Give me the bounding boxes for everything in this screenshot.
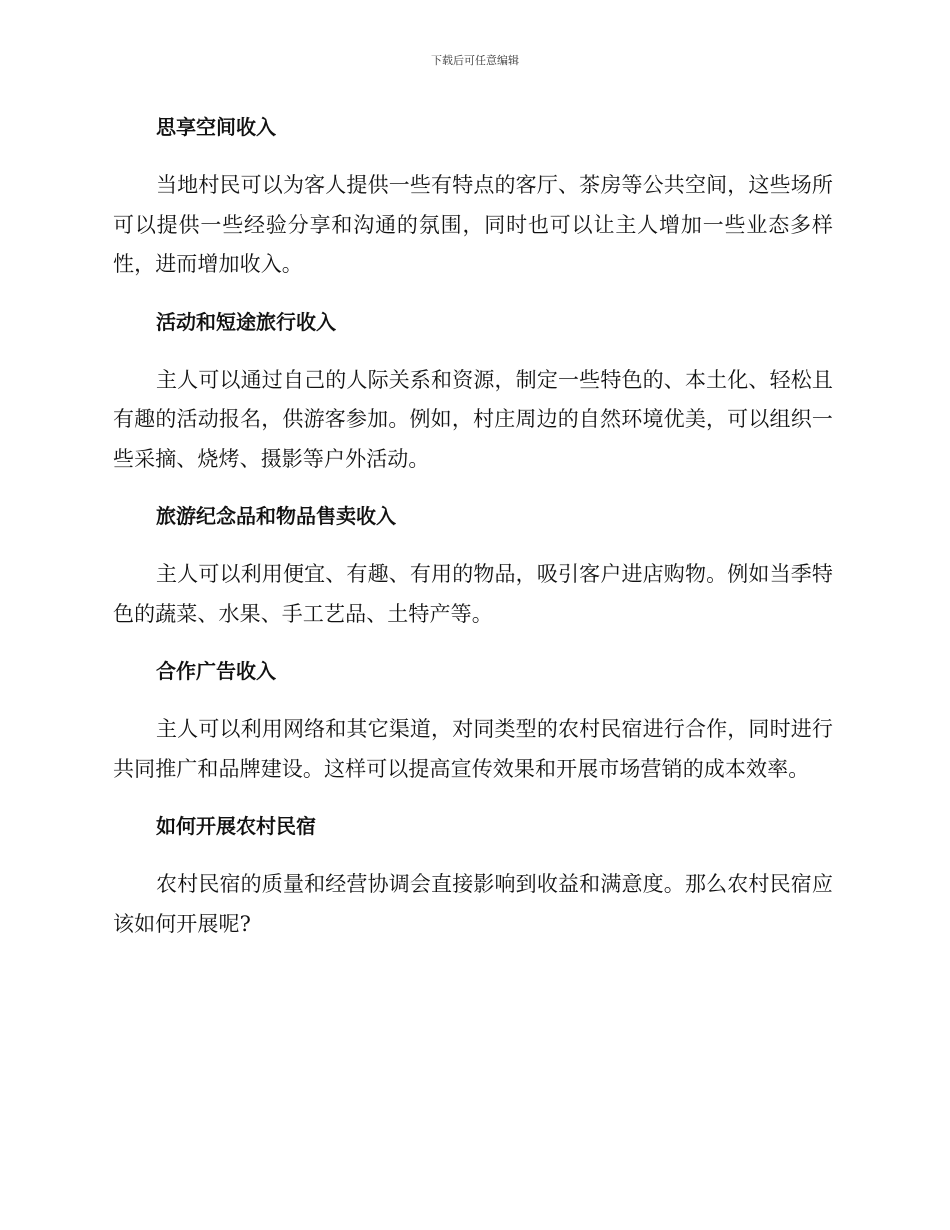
section-how-to-run xyxy=(113,809,833,944)
section-paragraph: 当地村民可以为客人提供一些有特点的客厅、茶房等公共空间，这些场所可以提供一些经验分享和沟通的氛围，同时也可以让主人增加一些业态多样性，进而增加收入。 xyxy=(113,173,833,276)
section-heading: 合作广告收入 xyxy=(156,659,276,683)
section-heading: 如何开展农村民宿 xyxy=(156,814,316,838)
section-souvenir-income xyxy=(113,499,833,634)
section-guest-space-income xyxy=(113,110,833,285)
section-activity-income xyxy=(113,305,833,480)
section-heading: 旅游纪念品和物品售卖收入 xyxy=(156,504,396,528)
section-cooperation-ad-income xyxy=(113,654,833,789)
section-paragraph: 农村民宿的质量和经营协调会直接影响到收益和满意度。那么农村民宿应该如何开展呢? xyxy=(113,872,833,936)
section-paragraph: 主人可以通过自己的人际关系和资源，制定一些特色的、本土化、轻松且有趣的活动报名，供游客参加。例如，村庄周边的自然环境优美，可以组织一些采摘、烧烤、摄影等户外活动。 xyxy=(113,367,833,471)
section-paragraph: 主人可以利用便宜、有趣、有用的物品，吸引客户进店购物。例如当季特色的蔬菜、水果、手工艺品、土特产等。 xyxy=(113,562,833,626)
section-heading: 思享空间收入 xyxy=(156,115,276,139)
section-heading: 活动和短途旅行收入 xyxy=(156,309,336,334)
page-header-note: 下载后可任意编辑 xyxy=(431,54,519,67)
document-body xyxy=(113,110,833,964)
section-paragraph: 主人可以利用网络和其它渠道，对同类型的农村民宿进行合作，同时进行共同推广和品牌建设。这样可以提高宣传效果和开展市场营销的成本效率。 xyxy=(113,717,833,781)
